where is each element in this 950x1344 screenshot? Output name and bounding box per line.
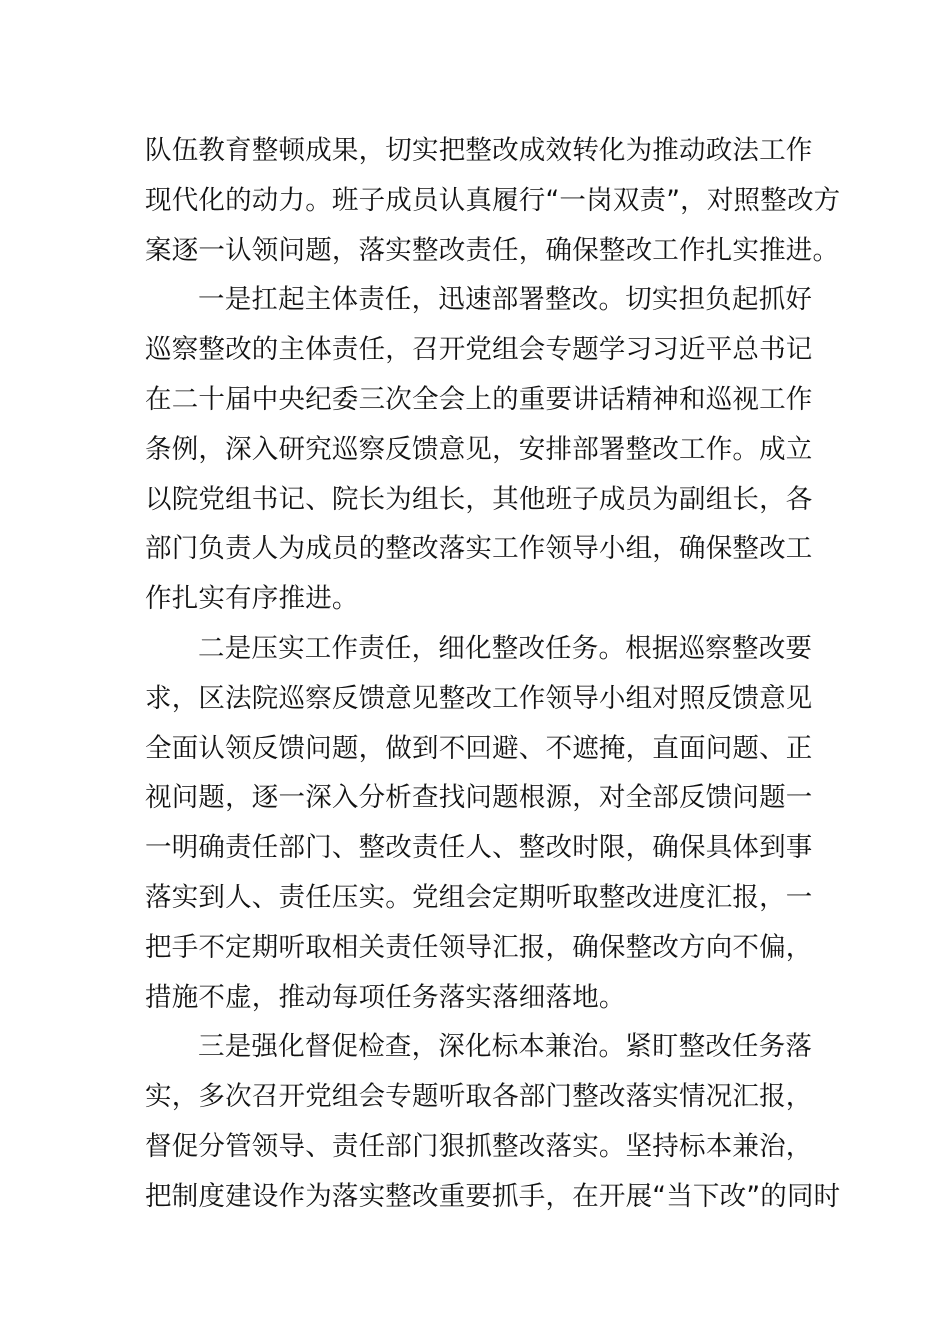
text-line: 实，多次召开党组会专题听取各部门整改落实情况汇报， xyxy=(145,1081,813,1113)
text-line: 现代化的动力。班子成员认真履行“一岗双责”，对照整改方 xyxy=(145,184,841,216)
paragraph-1-first-line: 一是扛起主体责任，迅速部署整改。切实担负起抓好 xyxy=(198,284,813,316)
text-line: 把手不定期听取相关责任领导汇报，确保整改方向不偏， xyxy=(145,931,813,963)
text-line: 落实到人、责任压实。党组会定期听取整改进度汇报，一 xyxy=(145,881,813,913)
text-line: 条例，深入研究巡察反馈意见，安排部署整改工作。成立 xyxy=(145,433,813,465)
text-line: 全面认领反馈问题，做到不回避、不遮掩，直面问题、正 xyxy=(145,732,813,764)
text-line: 作扎实有序推进。 xyxy=(145,583,359,615)
text-line: 部门负责人为成员的整改落实工作领导小组，确保整改工 xyxy=(145,533,813,565)
text-line: 队伍教育整顿成果，切实把整改成效转化为推动政法工作 xyxy=(145,135,813,166)
text-line: 在二十届中央纪委三次全会上的重要讲话精神和巡视工作 xyxy=(145,383,813,415)
text-line: 以院党组书记、院长为组长，其他班子成员为副组长，各 xyxy=(145,483,813,515)
text-line: 一明确责任部门、整改责任人、整改时限，确保具体到事 xyxy=(145,832,813,864)
text-line: 案逐一认领问题，落实整改责任，确保整改工作扎实推进。 xyxy=(145,234,840,266)
text-line: 求，区法院巡察反馈意见整改工作领导小组对照反馈意见 xyxy=(145,682,813,714)
document-body xyxy=(145,126,841,1222)
paragraph-3-first-line: 三是强化督促检查，深化标本兼治。紧盯整改任务落 xyxy=(198,1031,813,1063)
text-line: 措施不虚，推动每项任务落实落细落地。 xyxy=(145,981,626,1013)
text-line: 视问题，逐一深入分析查找问题根源，对全部反馈问题一 xyxy=(145,782,813,814)
text-line: 督促分管领导、责任部门狠抓整改落实。坚持标本兼治， xyxy=(145,1130,813,1162)
paragraph-2-first-line: 二是压实工作责任，细化整改任务。根据巡察整改要 xyxy=(198,632,813,664)
text-line: 把制度建设作为落实整改重要抓手，在开展“当下改”的同时 xyxy=(145,1180,841,1212)
text-line: 巡察整改的主体责任，召开党组会专题学习习近平总书记 xyxy=(145,334,813,366)
